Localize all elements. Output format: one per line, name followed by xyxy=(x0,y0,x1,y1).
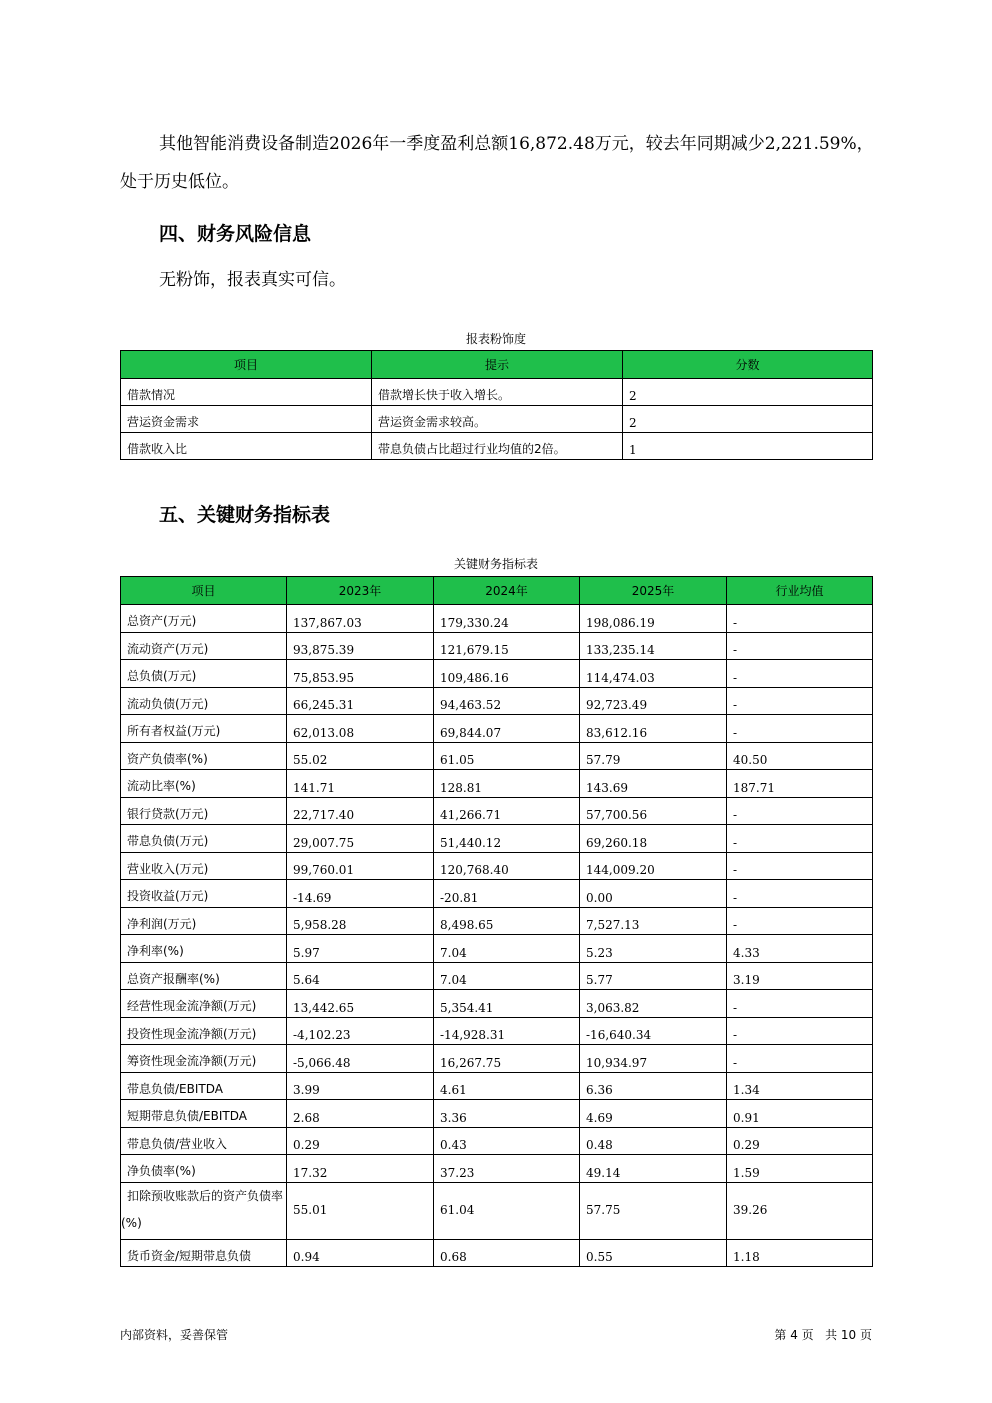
intro-line-2: 处于历史低位。 xyxy=(120,172,239,192)
kpi-2024-cell: 51,440.12 xyxy=(434,825,580,853)
section-5-heading: 五、关键财务指标表 xyxy=(159,504,331,526)
kpi-2023-cell: -4,102.23 xyxy=(287,1017,434,1045)
kpi-2023-cell: 137,867.03 xyxy=(287,605,434,633)
kpi-2024-cell: 69,844.07 xyxy=(434,715,580,743)
kpi-2025-cell: 7,527.13 xyxy=(580,907,727,935)
kpi-avg-cell: - xyxy=(727,797,873,825)
kpi-avg-cell: - xyxy=(727,907,873,935)
table-row xyxy=(121,715,873,743)
footer-note: 内部资料，妥善保管 xyxy=(120,1328,229,1342)
table-row xyxy=(121,687,873,715)
intro-line-1: 其他智能消费设备制造2026年一季度盈利总额16,872.48万元，较去年同期减少2,221.59%， xyxy=(159,134,874,154)
kpi-2025-cell: 0.00 xyxy=(580,880,727,908)
kpi-item-cell: 筹资性现金流净额(万元) xyxy=(121,1045,287,1073)
kpi-2023-cell: 13,442.65 xyxy=(287,990,434,1018)
kpi-2023-cell: 99,760.01 xyxy=(287,852,434,880)
kpi-2024-cell: 94,463.52 xyxy=(434,687,580,715)
kpi-avg-cell: 0.91 xyxy=(727,1100,873,1128)
kpi-item-cell: 投资收益(万元) xyxy=(121,880,287,908)
kpi-2023-cell: 2.68 xyxy=(287,1100,434,1128)
kpi-2024-cell: 41,266.71 xyxy=(434,797,580,825)
kpi-2025-cell: 6.36 xyxy=(580,1072,727,1100)
kpi-header-avg: 行业均值 xyxy=(727,577,873,605)
risk-table xyxy=(120,350,873,460)
kpi-2024-cell: 0.43 xyxy=(434,1127,580,1155)
kpi-2023-cell: 22,717.40 xyxy=(287,797,434,825)
kpi-table xyxy=(120,576,873,1267)
kpi-2023-cell: 141.71 xyxy=(287,770,434,798)
kpi-2025-cell: 5.23 xyxy=(580,935,727,963)
table-row xyxy=(121,962,873,990)
kpi-2024-cell: 109,486.16 xyxy=(434,660,580,688)
kpi-header-2024: 2024年 xyxy=(434,577,580,605)
kpi-2025-cell: 10,934.97 xyxy=(580,1045,727,1073)
kpi-avg-cell: - xyxy=(727,825,873,853)
table-row xyxy=(121,1155,873,1183)
kpi-2025-cell: -16,640.34 xyxy=(580,1017,727,1045)
kpi-2025-cell: 83,612.16 xyxy=(580,715,727,743)
kpi-2025-cell: 144,009.20 xyxy=(580,852,727,880)
risk-table-header xyxy=(121,351,873,379)
kpi-2023-cell: 5.64 xyxy=(287,962,434,990)
table-row xyxy=(121,1045,873,1073)
kpi-2024-cell: 3.36 xyxy=(434,1100,580,1128)
kpi-2023-cell: 5.97 xyxy=(287,935,434,963)
kpi-item-cell: 净负债率(%) xyxy=(121,1155,287,1183)
kpi-2025-cell: 57.75 xyxy=(580,1182,727,1239)
kpi-header-2023: 2023年 xyxy=(287,577,434,605)
table-row xyxy=(121,632,873,660)
kpi-2025-cell: 198,086.19 xyxy=(580,605,727,633)
kpi-item-cell: 流动资产(万元) xyxy=(121,632,287,660)
kpi-2023-cell: -14.69 xyxy=(287,880,434,908)
kpi-item-cell: 所有者权益(万元) xyxy=(121,715,287,743)
table-row xyxy=(121,660,873,688)
table-row xyxy=(121,605,873,633)
kpi-avg-cell: 187.71 xyxy=(727,770,873,798)
kpi-2025-cell: 5.77 xyxy=(580,962,727,990)
kpi-item-cell: 带息负债/EBITDA xyxy=(121,1072,287,1100)
kpi-item-cell: 银行贷款(万元) xyxy=(121,797,287,825)
kpi-avg-cell: 1.18 xyxy=(727,1239,873,1267)
kpi-2023-cell: 0.29 xyxy=(287,1127,434,1155)
table-row xyxy=(121,379,873,406)
kpi-header-item: 项目 xyxy=(121,577,287,605)
kpi-2023-cell: 62,013.08 xyxy=(287,715,434,743)
kpi-2024-cell: 61.05 xyxy=(434,742,580,770)
kpi-item-cell: 总负债(万元) xyxy=(121,660,287,688)
table-row xyxy=(121,1072,873,1100)
kpi-2024-cell: 4.61 xyxy=(434,1072,580,1100)
risk-header-score: 分数 xyxy=(623,351,873,379)
risk-item-cell: 营运资金需求 xyxy=(121,406,372,433)
kpi-2024-cell: 5,354.41 xyxy=(434,990,580,1018)
risk-hint-cell: 借款增长快于收入增长。 xyxy=(372,379,623,406)
risk-table-caption: 报表粉饰度 xyxy=(465,332,526,346)
table-row xyxy=(121,770,873,798)
kpi-2025-cell: 57.79 xyxy=(580,742,727,770)
kpi-avg-cell: - xyxy=(727,660,873,688)
kpi-2024-cell: 37.23 xyxy=(434,1155,580,1183)
kpi-table-header xyxy=(121,577,873,605)
risk-score-cell: 2 xyxy=(623,379,873,406)
kpi-item-cell: 货币资金/短期带息负债 xyxy=(121,1239,287,1267)
kpi-avg-cell: - xyxy=(727,990,873,1018)
table-row xyxy=(121,406,873,433)
kpi-2023-cell: 29,007.75 xyxy=(287,825,434,853)
kpi-item-cell: 经营性现金流净额(万元) xyxy=(121,990,287,1018)
kpi-item-cell: 营业收入(万元) xyxy=(121,852,287,880)
kpi-table-caption: 关键财务指标表 xyxy=(453,557,538,571)
kpi-item-cell: 净利率(%) xyxy=(121,935,287,963)
kpi-avg-cell: 4.33 xyxy=(727,935,873,963)
kpi-avg-cell: - xyxy=(727,715,873,743)
kpi-2025-cell: 3,063.82 xyxy=(580,990,727,1018)
kpi-2024-cell: 8,498.65 xyxy=(434,907,580,935)
kpi-2024-cell: 128.81 xyxy=(434,770,580,798)
table-row xyxy=(121,797,873,825)
kpi-2023-cell: 0.94 xyxy=(287,1239,434,1267)
kpi-avg-cell: 1.59 xyxy=(727,1155,873,1183)
kpi-2024-cell: 61.04 xyxy=(434,1182,580,1239)
kpi-avg-cell: - xyxy=(727,1045,873,1073)
kpi-2023-cell: 66,245.31 xyxy=(287,687,434,715)
kpi-item-cell: 短期带息负债/EBITDA xyxy=(121,1100,287,1128)
kpi-2025-cell: 57,700.56 xyxy=(580,797,727,825)
kpi-avg-cell: - xyxy=(727,1017,873,1045)
kpi-item-cell: 扣除预收账款后的资产负债率(%) xyxy=(121,1182,287,1239)
table-row xyxy=(121,1239,873,1267)
kpi-2024-cell: 7.04 xyxy=(434,962,580,990)
kpi-item-cell: 带息负债(万元) xyxy=(121,825,287,853)
kpi-2025-cell: 0.55 xyxy=(580,1239,727,1267)
kpi-2023-cell: -5,066.48 xyxy=(287,1045,434,1073)
kpi-2025-cell: 133,235.14 xyxy=(580,632,727,660)
kpi-2024-cell: 121,679.15 xyxy=(434,632,580,660)
kpi-avg-cell: 0.29 xyxy=(727,1127,873,1155)
table-row xyxy=(121,825,873,853)
kpi-header-2025: 2025年 xyxy=(580,577,727,605)
kpi-2024-cell: 120,768.40 xyxy=(434,852,580,880)
table-row xyxy=(121,1182,873,1239)
page-number: 第 4 页 共 10 页 xyxy=(774,1328,872,1342)
kpi-item-cell: 总资产报酬率(%) xyxy=(121,962,287,990)
kpi-avg-cell: - xyxy=(727,880,873,908)
kpi-item-cell: 资产负债率(%) xyxy=(121,742,287,770)
section-4-text: 无粉饰，报表真实可信。 xyxy=(159,270,346,290)
kpi-2025-cell: 4.69 xyxy=(580,1100,727,1128)
kpi-avg-cell: - xyxy=(727,687,873,715)
kpi-item-cell: 净利润(万元) xyxy=(121,907,287,935)
kpi-2024-cell: 179,330.24 xyxy=(434,605,580,633)
risk-item-cell: 借款情况 xyxy=(121,379,372,406)
table-row xyxy=(121,1017,873,1045)
risk-hint-cell: 带息负债占比超过行业均值的2倍。 xyxy=(372,433,623,460)
kpi-2023-cell: 17.32 xyxy=(287,1155,434,1183)
risk-score-cell: 2 xyxy=(623,406,873,433)
table-row xyxy=(121,990,873,1018)
kpi-2023-cell: 75,853.95 xyxy=(287,660,434,688)
kpi-avg-cell: 1.34 xyxy=(727,1072,873,1100)
kpi-2025-cell: 49.14 xyxy=(580,1155,727,1183)
kpi-2025-cell: 0.48 xyxy=(580,1127,727,1155)
kpi-item-cell: 带息负债/营业收入 xyxy=(121,1127,287,1155)
risk-header-hint: 提示 xyxy=(372,351,623,379)
kpi-2023-cell: 55.02 xyxy=(287,742,434,770)
kpi-2025-cell: 143.69 xyxy=(580,770,727,798)
risk-header-item: 项目 xyxy=(121,351,372,379)
kpi-2024-cell: 16,267.75 xyxy=(434,1045,580,1073)
table-row xyxy=(121,1100,873,1128)
section-4-heading: 四、财务风险信息 xyxy=(159,223,312,245)
kpi-avg-cell: - xyxy=(727,852,873,880)
table-row xyxy=(121,880,873,908)
kpi-item-cell: 流动负债(万元) xyxy=(121,687,287,715)
kpi-2023-cell: 3.99 xyxy=(287,1072,434,1100)
kpi-avg-cell: 39.26 xyxy=(727,1182,873,1239)
kpi-2024-cell: 7.04 xyxy=(434,935,580,963)
kpi-2025-cell: 114,474.03 xyxy=(580,660,727,688)
table-row xyxy=(121,852,873,880)
kpi-2023-cell: 55.01 xyxy=(287,1182,434,1239)
kpi-2025-cell: 69,260.18 xyxy=(580,825,727,853)
table-row xyxy=(121,433,873,460)
kpi-item-cell: 流动比率(%) xyxy=(121,770,287,798)
kpi-2024-cell: -14,928.31 xyxy=(434,1017,580,1045)
table-row xyxy=(121,907,873,935)
risk-item-cell: 借款收入比 xyxy=(121,433,372,460)
kpi-2023-cell: 5,958.28 xyxy=(287,907,434,935)
risk-hint-cell: 营运资金需求较高。 xyxy=(372,406,623,433)
kpi-2024-cell: 0.68 xyxy=(434,1239,580,1267)
kpi-item-cell: 投资性现金流净额(万元) xyxy=(121,1017,287,1045)
kpi-avg-cell: - xyxy=(727,632,873,660)
table-row xyxy=(121,935,873,963)
risk-score-cell: 1 xyxy=(623,433,873,460)
table-row xyxy=(121,742,873,770)
kpi-avg-cell: 3.19 xyxy=(727,962,873,990)
kpi-avg-cell: - xyxy=(727,605,873,633)
kpi-2023-cell: 93,875.39 xyxy=(287,632,434,660)
kpi-2024-cell: -20.81 xyxy=(434,880,580,908)
kpi-2025-cell: 92,723.49 xyxy=(580,687,727,715)
kpi-avg-cell: 40.50 xyxy=(727,742,873,770)
kpi-item-cell: 总资产(万元) xyxy=(121,605,287,633)
table-row xyxy=(121,1127,873,1155)
